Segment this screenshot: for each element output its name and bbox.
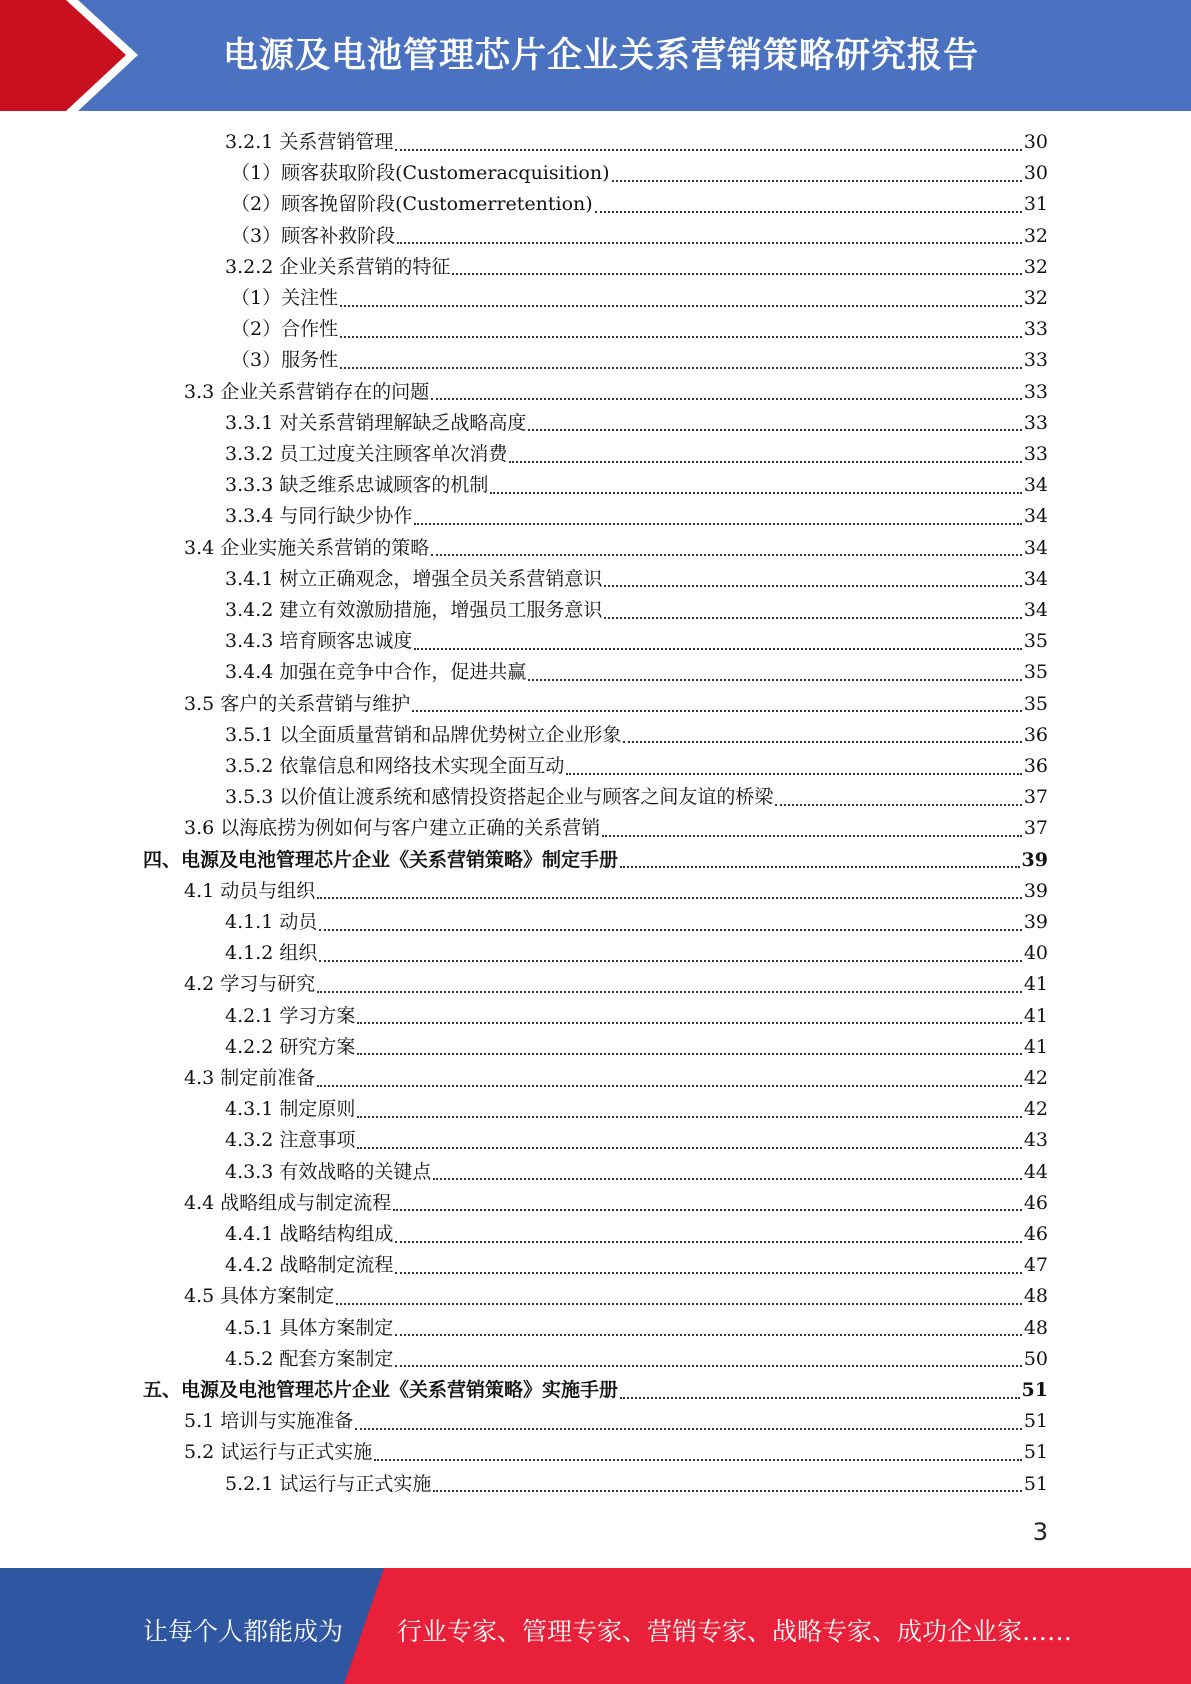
toc-entry[interactable] — [184, 689, 1048, 720]
toc-entry-title: 5.2 试运行与正式实施 — [184, 1441, 373, 1464]
toc-entry-title: 3.4.3 培育顾客忠诚度 — [225, 630, 413, 653]
toc-entry-title: 3.4.4 加强在竞争中合作，促进共赢 — [225, 661, 527, 684]
toc-entry[interactable] — [225, 657, 1048, 688]
toc-entry-title: 五、电源及电池管理芯片企业《关系营销策略》实施手册 — [143, 1379, 619, 1401]
toc-dot-leader — [528, 679, 1021, 681]
toc-dot-leader — [528, 429, 1021, 431]
toc-entry[interactable] — [184, 1406, 1048, 1437]
toc-dot-leader — [374, 1459, 1022, 1461]
toc-entry-title: 4.3 制定前准备 — [184, 1067, 316, 1089]
toc-entry-page: 33 — [1023, 380, 1048, 403]
toc-dot-leader — [604, 585, 1021, 587]
toc-entry-page: 39 — [1023, 879, 1048, 902]
toc-entry-title: 4.4 战略组成与制定流程 — [184, 1191, 392, 1214]
toc-entry-title: 3.2.2 企业关系营销的特征 — [225, 255, 451, 278]
toc-entry[interactable] — [225, 470, 1048, 501]
toc-entry-page: 34 — [1023, 567, 1048, 590]
toc-entry[interactable] — [225, 626, 1048, 657]
toc-entry-page: 39 — [1021, 848, 1048, 871]
toc-entry[interactable] — [184, 377, 1048, 408]
toc-entry-page: 31 — [1023, 193, 1048, 216]
toc-entry-title: 3.5 客户的关系营销与维护 — [184, 692, 411, 715]
toc-entry[interactable] — [143, 845, 1048, 876]
toc-entry[interactable] — [184, 1281, 1048, 1312]
toc-entry-title: 4.3.2 注意事项 — [225, 1129, 356, 1152]
toc-entry-title: 3.5.3 以价值让渡系统和感情投资搭起企业与顾客之间友谊的桥梁 — [225, 786, 774, 809]
toc-entry-title: 4.1.1 动员 — [225, 911, 318, 933]
toc-dot-leader — [566, 773, 1021, 775]
toc-entry[interactable] — [225, 1344, 1048, 1375]
toc-dot-leader — [433, 1490, 1021, 1492]
toc-entry-page: 30 — [1023, 131, 1048, 153]
toc-entry-title: 4.2 学习与研究 — [184, 973, 316, 996]
toc-entry-title: 4.1.2 组织 — [225, 942, 318, 965]
toc-entry[interactable] — [184, 813, 1048, 844]
toc-entry-title: 3.6 以海底捞为例如何与客户建立正确的关系营销 — [184, 817, 601, 840]
toc-entry-page: 48 — [1023, 1285, 1048, 1308]
toc-entry-page: 34 — [1023, 505, 1048, 528]
page-header — [0, 0, 1191, 111]
toc-entry-page: 32 — [1023, 255, 1048, 278]
toc-entry-title: 4.1 动员与组织 — [184, 879, 316, 902]
toc-entry-title: 3.3.3 缺乏维系忠诚顾客的机制 — [225, 474, 489, 497]
toc-entry-title: 3.4.1 树立正确观念，增强全员关系营销意识 — [225, 567, 603, 590]
toc-entry-page: 36 — [1023, 723, 1048, 746]
toc-entry[interactable] — [225, 782, 1048, 813]
toc-entry[interactable] — [225, 408, 1048, 439]
toc-entry-page: 48 — [1023, 1316, 1048, 1339]
toc-dot-leader — [414, 523, 1021, 525]
toc-entry-page: 37 — [1023, 817, 1048, 840]
toc-entry-page: 36 — [1023, 755, 1048, 777]
toc-entry-title: 4.4.2 战略制定流程 — [225, 1254, 394, 1277]
toc-entry-page: 34 — [1023, 536, 1048, 559]
toc-entry[interactable] — [225, 595, 1048, 626]
toc-entry[interactable] — [231, 221, 1048, 252]
toc-entry[interactable] — [143, 1375, 1048, 1406]
toc-entry-page: 40 — [1023, 942, 1048, 965]
toc-entry[interactable] — [184, 969, 1048, 1000]
toc-entry-page: 41 — [1023, 1004, 1048, 1027]
toc-entry[interactable] — [225, 1250, 1048, 1281]
toc-entry[interactable] — [225, 127, 1048, 158]
toc-entry-page: 33 — [1023, 318, 1048, 341]
toc-entry-page: 32 — [1023, 224, 1048, 247]
toc-entry-page: 34 — [1023, 474, 1048, 497]
toc-entry-title: 5.1 培训与实施准备 — [184, 1410, 354, 1433]
toc-entry-title: 3.2.1 关系营销管理 — [225, 131, 394, 153]
toc-entry-title: 4.4.1 战略结构组成 — [225, 1223, 394, 1245]
toc-entry-title: （3）服务性 — [231, 349, 339, 372]
toc-entry-page: 47 — [1023, 1254, 1048, 1277]
toc-dot-leader — [612, 180, 1022, 182]
toc-entry-title: （2）合作性 — [231, 318, 339, 341]
toc-entry[interactable] — [184, 876, 1048, 907]
toc-entry-title: 3.3.2 员工过度关注顾客单次消费 — [225, 443, 508, 465]
toc-entry[interactable] — [184, 1063, 1048, 1094]
toc-dot-leader — [336, 1303, 1022, 1305]
toc-dot-leader — [317, 991, 1022, 993]
toc-entry-page: 33 — [1023, 443, 1048, 465]
toc-dot-leader — [602, 835, 1022, 837]
toc-dot-leader — [395, 1365, 1021, 1367]
toc-entry[interactable] — [231, 158, 1048, 189]
toc-entry[interactable] — [231, 283, 1048, 314]
toc-entry[interactable] — [231, 314, 1048, 345]
toc-entry-page: 51 — [1023, 1410, 1048, 1433]
toc-entry-page: 42 — [1023, 1067, 1048, 1089]
toc-entry-title: 4.5.2 配套方案制定 — [225, 1347, 394, 1370]
toc-dot-leader — [433, 1178, 1021, 1180]
toc-entry-page: 46 — [1023, 1191, 1048, 1214]
toc-entry[interactable] — [225, 1157, 1048, 1188]
toc-entry[interactable] — [231, 189, 1048, 220]
toc-dot-leader — [340, 367, 1022, 369]
toc-entry-page: 41 — [1023, 973, 1048, 996]
toc-dot-leader — [509, 461, 1021, 463]
toc-entry[interactable] — [225, 1219, 1048, 1250]
toc-dot-leader — [775, 804, 1021, 806]
toc-entry-page: 41 — [1023, 1035, 1048, 1058]
footer-slogan-left: 让每个人都能成为 — [143, 1617, 344, 1646]
toc-entry-title: 3.5.2 依靠信息和网络技术实现全面互动 — [225, 755, 565, 777]
toc-entry-title: 3.3.1 对关系营销理解缺乏战略高度 — [225, 411, 527, 434]
toc-entry-page: 35 — [1023, 692, 1048, 715]
toc-dot-leader — [319, 960, 1021, 962]
toc-entry-title: （1）关注性 — [231, 287, 339, 309]
toc-entry-title: 3.3 企业关系营销存在的问题 — [184, 380, 430, 403]
toc-dot-leader — [357, 1147, 1021, 1149]
toc-dot-leader — [595, 211, 1022, 213]
toc-entry[interactable] — [225, 439, 1048, 470]
toc-entry-page: 37 — [1023, 786, 1048, 809]
toc-entry[interactable] — [225, 1469, 1048, 1500]
toc-dot-leader — [620, 866, 1020, 868]
toc-dot-leader — [393, 1209, 1022, 1211]
toc-entry-page: 33 — [1023, 349, 1048, 372]
toc-entry-title: （1）顾客获取阶段(Customeracquisition) — [231, 162, 610, 185]
toc-dot-leader — [431, 398, 1022, 400]
toc-entry-title: 4.5 具体方案制定 — [184, 1285, 335, 1308]
toc-entry[interactable] — [184, 1188, 1048, 1219]
toc-dot-leader — [319, 929, 1021, 931]
toc-entry-title: 4.2.1 学习方案 — [225, 1004, 356, 1027]
toc-dot-leader — [414, 648, 1021, 650]
toc-dot-leader — [357, 1116, 1021, 1118]
toc-entry-page: 44 — [1023, 1160, 1048, 1183]
toc-entry-title: 4.3.1 制定原则 — [225, 1098, 356, 1121]
toc-entry-title: 4.3.3 有效战略的关键点 — [225, 1160, 432, 1183]
toc-entry-title: 3.4 企业实施关系营销的策略 — [184, 536, 430, 559]
page-number: 3 — [1032, 1518, 1048, 1546]
toc-entry-page: 32 — [1023, 287, 1048, 309]
toc-entry-title: （3）顾客补救阶段 — [231, 224, 396, 247]
toc-entry-title: 3.5.1 以全面质量营销和品牌优势树立企业形象 — [225, 723, 622, 746]
toc-dot-leader — [395, 149, 1021, 151]
toc-dot-leader — [340, 336, 1022, 338]
toc-entry-title: 四、电源及电池管理芯片企业《关系营销策略》制定手册 — [143, 848, 619, 871]
toc-dot-leader — [490, 492, 1021, 494]
toc-dot-leader — [317, 1085, 1022, 1087]
toc-dot-leader — [620, 1397, 1020, 1399]
toc-dot-leader — [340, 305, 1022, 307]
toc-entry-title: 4.5.1 具体方案制定 — [225, 1316, 394, 1339]
page-footer — [0, 1568, 1191, 1684]
toc-dot-leader — [395, 1272, 1021, 1274]
toc-entry-page: 35 — [1023, 661, 1048, 684]
toc-entry-title: 4.2.2 研究方案 — [225, 1035, 356, 1058]
toc-dot-leader — [355, 1428, 1022, 1430]
toc-entry[interactable] — [225, 720, 1048, 751]
toc-entry-page: 51 — [1023, 1472, 1048, 1495]
footer-slogan-right: 行业专家、管理专家、营销专家、战略专家、成功企业家…… — [397, 1617, 1073, 1646]
toc-entry[interactable] — [225, 751, 1048, 782]
toc-dot-leader — [452, 273, 1021, 275]
report-title: 电源及电池管理芯片企业关系营销策略研究报告 — [223, 36, 980, 76]
toc-entry-page: 30 — [1023, 162, 1048, 185]
toc-entry-title: （2）顾客挽留阶段(Customerretention) — [231, 193, 593, 216]
toc-entry[interactable] — [184, 533, 1048, 564]
toc-entry-page: 35 — [1023, 630, 1048, 653]
toc-dot-leader — [412, 710, 1022, 712]
toc-entry[interactable] — [225, 1313, 1048, 1344]
toc-dot-leader — [395, 1334, 1021, 1336]
toc-entry-title: 3.3.4 与同行缺少协作 — [225, 505, 413, 528]
toc-entry-page: 46 — [1023, 1223, 1048, 1245]
toc-entry[interactable] — [225, 1094, 1048, 1125]
toc-entry-page: 39 — [1023, 911, 1048, 933]
toc-entry-page: 42 — [1023, 1098, 1048, 1121]
toc-entry[interactable] — [225, 1001, 1048, 1032]
toc-entry[interactable] — [225, 1125, 1048, 1156]
toc-entry-page: 34 — [1023, 599, 1048, 621]
toc-entry[interactable] — [231, 345, 1048, 376]
toc-entry-page: 50 — [1023, 1347, 1048, 1370]
toc-entry-page: 33 — [1023, 411, 1048, 434]
toc-entry-page: 43 — [1023, 1129, 1048, 1152]
toc-entry[interactable] — [225, 252, 1048, 283]
toc-entry[interactable] — [225, 938, 1048, 969]
toc-dot-leader — [623, 741, 1021, 743]
toc-entry[interactable] — [225, 564, 1048, 595]
toc-entry[interactable] — [184, 1437, 1048, 1468]
toc-dot-leader — [357, 1053, 1021, 1055]
toc-entry-page: 51 — [1021, 1379, 1048, 1401]
toc-dot-leader — [357, 1022, 1021, 1024]
toc-entry-title: 3.4.2 建立有效激励措施，增强员工服务意识 — [225, 599, 603, 621]
toc-dot-leader — [431, 554, 1022, 556]
toc-entry[interactable] — [225, 501, 1048, 532]
toc-dot-leader — [604, 617, 1021, 619]
toc-dot-leader — [395, 1241, 1021, 1243]
toc-entry-title: 5.2.1 试运行与正式实施 — [225, 1472, 432, 1495]
toc-entry[interactable] — [225, 1032, 1048, 1063]
toc-entry[interactable] — [225, 907, 1048, 938]
toc-entry-page: 51 — [1023, 1441, 1048, 1464]
toc-dot-leader — [317, 897, 1022, 899]
toc-dot-leader — [397, 242, 1022, 244]
